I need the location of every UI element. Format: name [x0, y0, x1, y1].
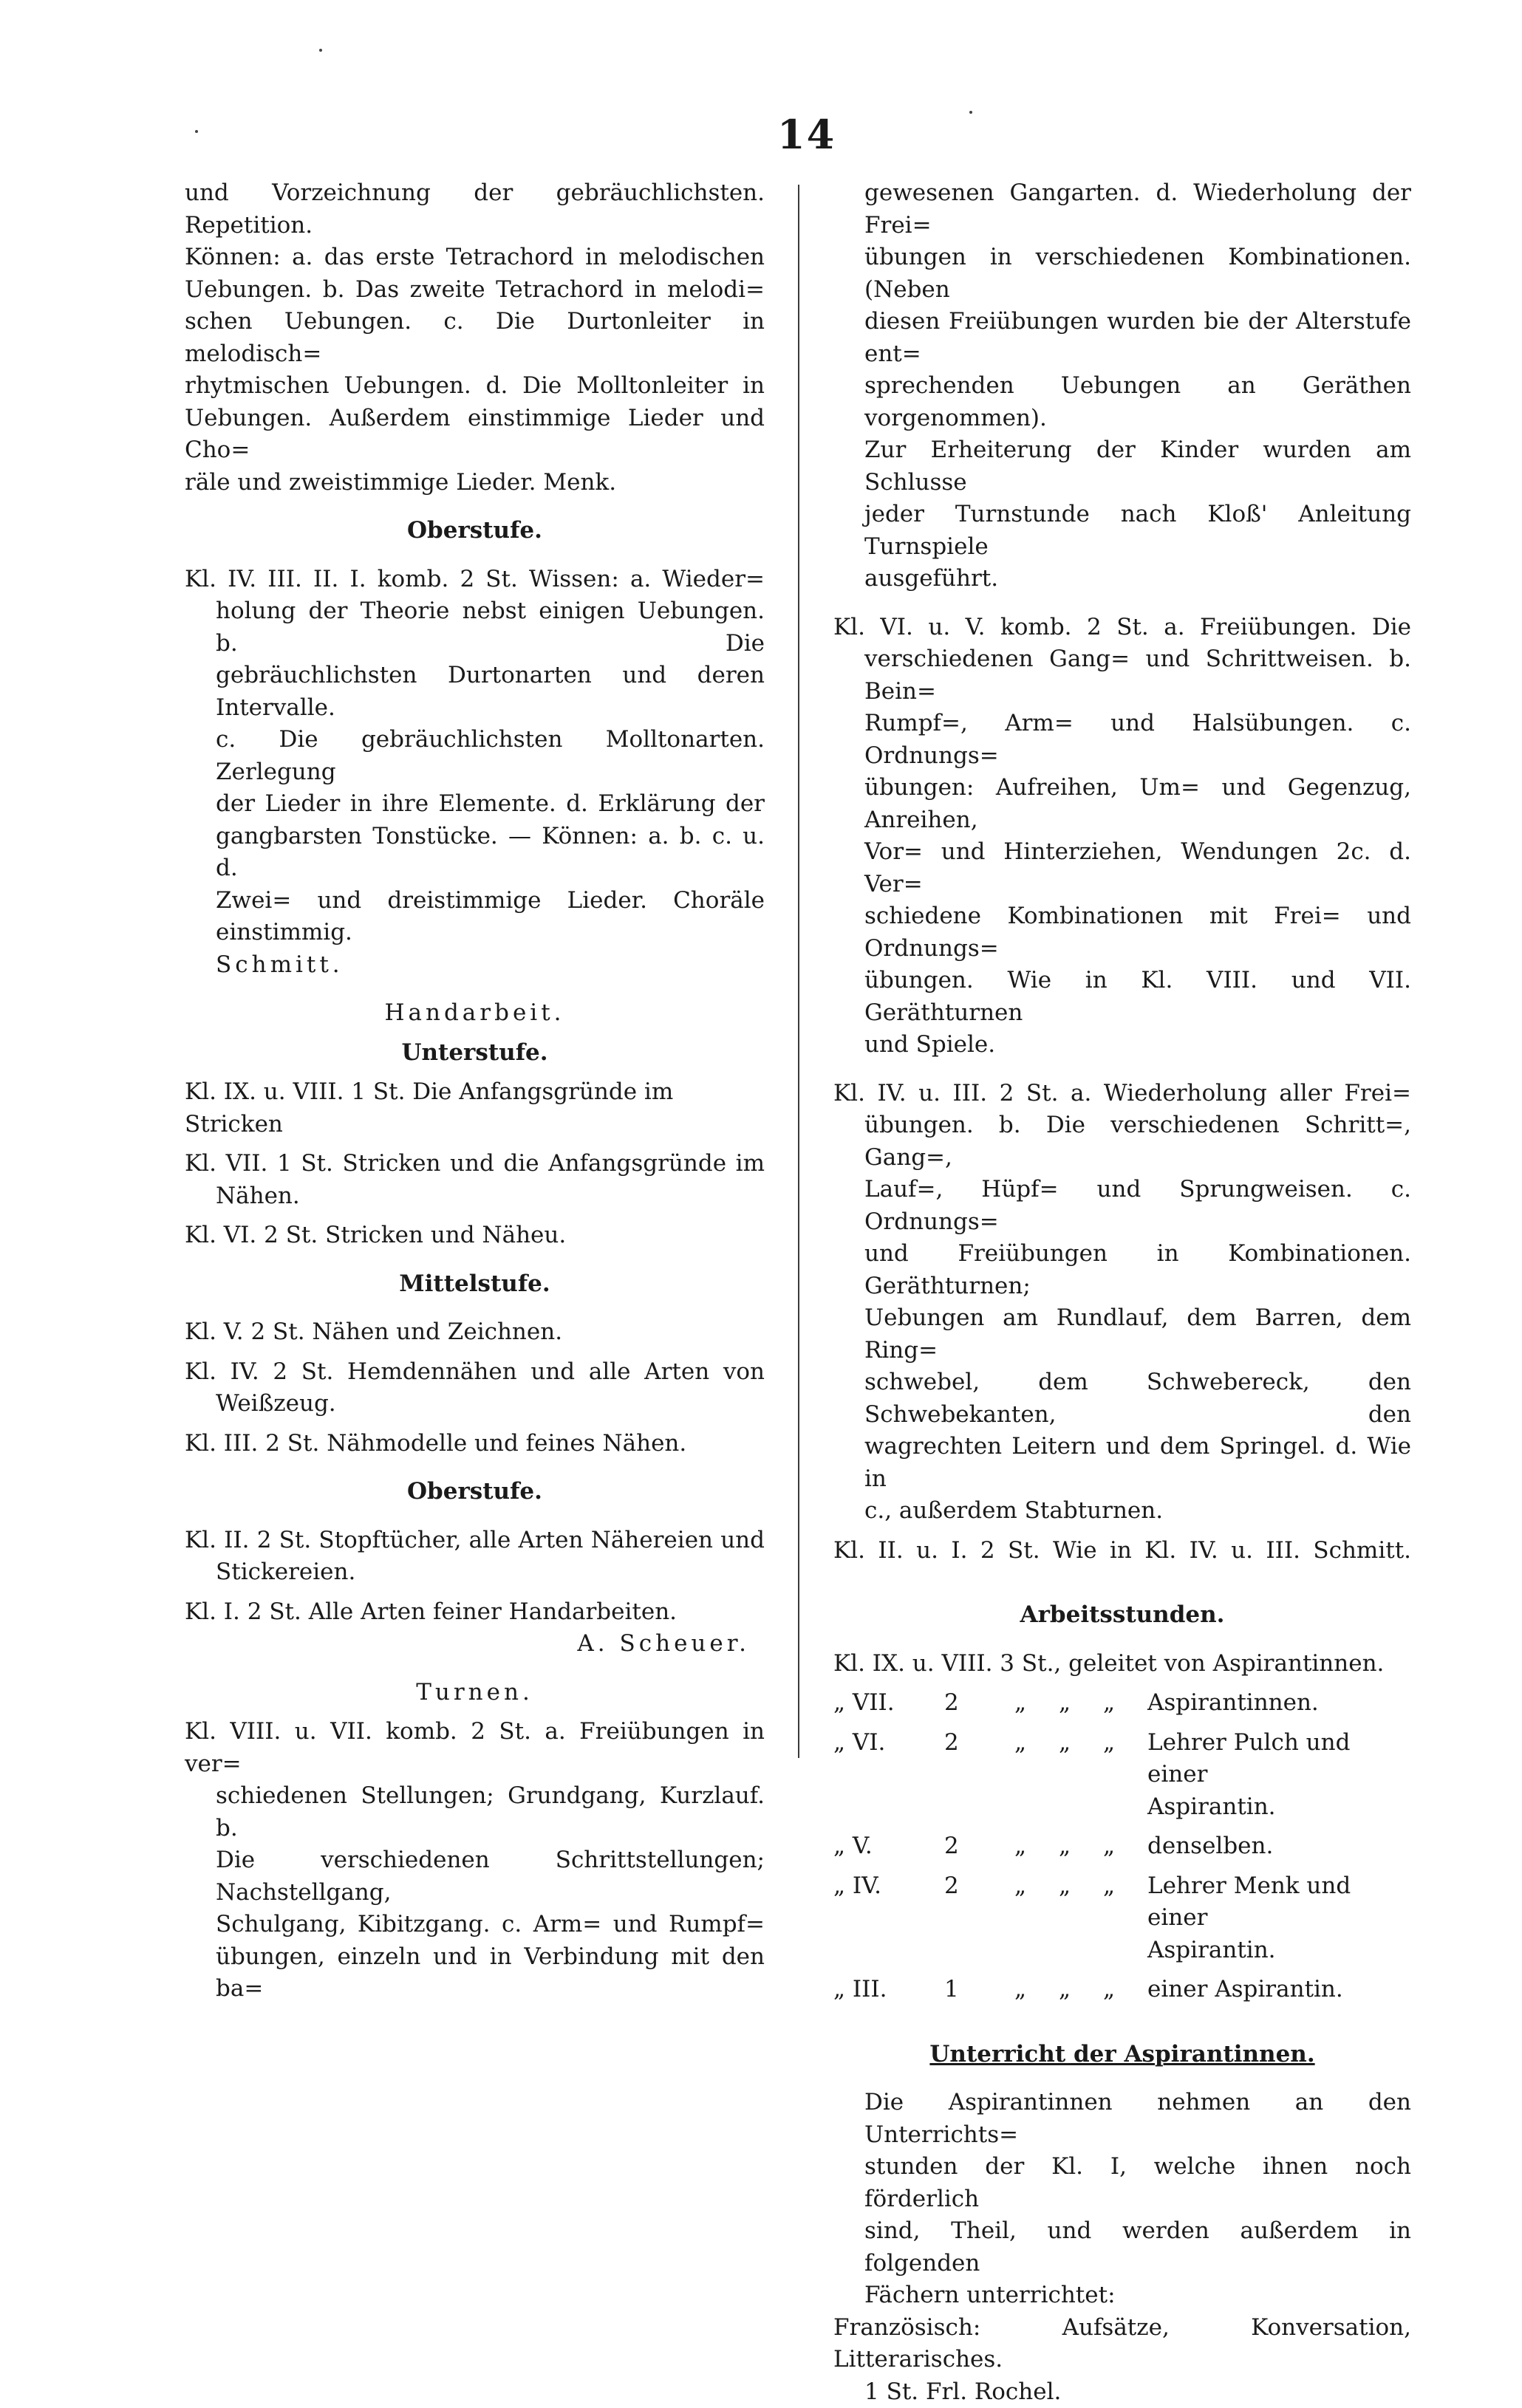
text-line: Kl. VI. u. V. komb. 2 St. a. Freiübungen. Die [833, 612, 1411, 644]
text-line: Kl. IV. u. III. 2 St. a. Wiederholung aller Frei= [833, 1078, 1411, 1110]
text-line: schwebel, dem Schwebereck, den Schwebekanten, den [833, 1367, 1411, 1431]
section-heading: Turnen. [185, 1677, 765, 1709]
table-row [833, 1974, 1411, 2006]
page-number: 14 [777, 111, 836, 158]
ditto-cell: „ [1103, 1870, 1147, 1967]
ditto-cell: „ [1014, 1974, 1059, 2006]
text-line: Weißzeug. [185, 1388, 765, 1420]
text-line: Kl. IX. u. VIII. 1 St. Die Anfangsgründe im Stricken [185, 1076, 765, 1140]
class-cell: „ III. [833, 1974, 944, 2006]
text-line: c., außerdem Stabturnen. [833, 1495, 1411, 1528]
text-line: übungen: Aufreihen, Um= und Gegenzug, Anreihen, [833, 772, 1411, 836]
section-heading: Mittelstufe. [185, 1268, 765, 1301]
text-line: Zur Erheiterung der Kinder wurden am Schlusse [833, 434, 1411, 499]
text-line: Kl. III. 2 St. Nähmodelle und feines Nähen. [185, 1428, 765, 1460]
text-line: Lauf=, Hüpf= und Sprungweisen. c. Ordnungs= [833, 1174, 1411, 1238]
ditto-cell: „ [1059, 1687, 1103, 1720]
ditto-cell: „ [1059, 1727, 1103, 1824]
text-line: Nähen. [185, 1180, 765, 1213]
text-line: Zwei= und dreistimmige Lieder. Choräle einstimmig. [185, 885, 765, 949]
text-line: Kl. VIII. u. VII. komb. 2 St. a. Freiübungen in ver= [185, 1716, 765, 1780]
signature: Schmitt. [185, 949, 765, 982]
class-cell: „ VI. [833, 1727, 944, 1824]
class-cell: „ VII. [833, 1687, 944, 1720]
text-line: Fächern unterrichtet: [833, 2279, 1411, 2312]
text-line: Kl. IV. III. II. I. komb. 2 St. Wissen: a. Wieder= [185, 564, 765, 596]
teacher-text: Lehrer Pulch und einer [1147, 1729, 1350, 1788]
ditto-cell: „ [1059, 1974, 1103, 2006]
text-line: schiedenen Stellungen; Grundgang, Kurzlauf. b. [185, 1780, 765, 1844]
text-line: c. Die gebräuchlichsten Molltonarten. Zerlegung [185, 724, 765, 788]
text-line: Kl. II. 2 St. Stopftücher, alle Arten Nähereien und [185, 1525, 765, 1557]
text-line: der Lieder in ihre Elemente. d. Erklärung der [185, 788, 765, 821]
table-row [833, 1830, 1411, 1863]
text-line: Die verschiedenen Schrittstellungen; Nachstellgang, [185, 1844, 765, 1909]
text-line: verschiedenen Gang= und Schrittweisen. b. Bein= [833, 643, 1411, 708]
text-line: Französisch: Aufsätze, Konversation, Litterarisches. [833, 2312, 1411, 2376]
arbeitsstunden-table [833, 1687, 1411, 2006]
text-line: übungen. Wie in Kl. VIII. und VII. Geräthturnen [833, 965, 1411, 1029]
text-line: diesen Freiübungen wurden bie der Alterstufe ent= [833, 306, 1411, 370]
column-divider [798, 185, 799, 1758]
class-cell: „ V. [833, 1830, 944, 1863]
hours-cell: 2 [944, 1830, 1014, 1863]
text-line: schen Uebungen. c. Die Durtonleiter in melodisch= [185, 306, 765, 370]
ditto-cell: „ [1014, 1687, 1059, 1720]
text-line: Die Aspirantinnen nehmen an den Unterrichts= [833, 2087, 1411, 2151]
teacher-text: Aspirantin. [1147, 1793, 1276, 1820]
text-line: Vor= und Hinterziehen, Wendungen 2c. d. Ver= [833, 836, 1411, 900]
text-line: übungen in verschiedenen Kombinationen. (Neben [833, 242, 1411, 306]
left-column [185, 177, 765, 2005]
text-line: gangbarsten Tonstücke. — Können: a. b. c. u. d. [185, 821, 765, 885]
section-heading: Unterstufe. [185, 1037, 765, 1070]
text-line: Kl. II. u. I. 2 St. Wie in Kl. IV. u. III. Schmitt. [833, 1535, 1411, 1567]
text-line: sind, Theil, und werden außerdem in folgenden [833, 2215, 1411, 2279]
teacher-cell [1147, 1727, 1411, 1824]
hours-cell: 1 [944, 1974, 1014, 2006]
ditto-cell: „ [1059, 1870, 1103, 1967]
text-line: räle und zweistimmige Lieder. Menk. [185, 467, 765, 499]
text-line: Können: a. das erste Tetrachord in melodischen [185, 242, 765, 274]
signature: A. Scheuer. [185, 1628, 765, 1660]
text-line: und Freiübungen in Kombinationen. Geräthturnen; [833, 1238, 1411, 1302]
ditto-cell: „ [1014, 1727, 1059, 1824]
text-line: Schulgang, Kibitzgang. c. Arm= und Rumpf= [185, 1909, 765, 1941]
text-line: gewesenen Gangarten. d. Wiederholung der Frei= [833, 177, 1411, 242]
text-line: und Vorzeichnung der gebräuchlichsten. Repetition. [185, 177, 765, 242]
hours-cell: 2 [944, 1727, 1014, 1824]
hours-cell: 2 [944, 1687, 1014, 1720]
text-line: jeder Turnstunde nach Kloß' Anleitung Turnspiele [833, 499, 1411, 563]
text-line: stunden der Kl. I, welche ihnen noch förderlich [833, 2151, 1411, 2215]
text-line: sprechenden Uebungen an Geräthen vorgenommen). [833, 370, 1411, 434]
section-heading: Oberstufe. [185, 515, 765, 547]
teacher-cell: einer Aspirantin. [1147, 1974, 1411, 2006]
text-line: Kl. VI. 2 St. Stricken und Näheu. [185, 1220, 765, 1252]
teacher-text: Aspirantin. [1147, 1937, 1276, 1963]
text-line: Kl. V. 2 St. Nähen und Zeichnen. [185, 1316, 765, 1349]
text-line: Uebungen. b. Das zweite Tetrachord in melodi= [185, 274, 765, 307]
text-line: ausgeführt. [833, 563, 1411, 595]
class-cell: „ IV. [833, 1870, 944, 1967]
table-row [833, 1687, 1411, 1720]
text-line: gebräuchlichsten Durtonarten und deren Intervalle. [185, 660, 765, 724]
text-line: übungen, einzeln und in Verbindung mit den ba= [185, 1941, 765, 2005]
text-line: holung der Theorie nebst einigen Uebungen. b. Die [185, 595, 765, 660]
text-line: Uebungen am Rundlauf, dem Barren, dem Ring= [833, 1302, 1411, 1367]
ditto-cell: „ [1103, 1687, 1147, 1720]
table-row [833, 1870, 1411, 1967]
text-line: schiedene Kombinationen mit Frei= und Ordnungs= [833, 900, 1411, 965]
hours-cell: 2 [944, 1870, 1014, 1967]
ditto-cell: „ [1103, 1974, 1147, 2006]
text-line: Kl. IX. u. VIII. 3 St., geleitet von Aspirantinnen. [833, 1648, 1411, 1680]
ditto-cell: „ [1014, 1830, 1059, 1863]
text-line: und Spiele. [833, 1029, 1411, 1061]
right-column [833, 177, 1411, 2408]
text-line: Uebungen. Außerdem einstimmige Lieder und Cho= [185, 403, 765, 467]
teacher-cell: Aspirantinnen. [1147, 1687, 1411, 1720]
section-heading: Oberstufe. [185, 1476, 765, 1508]
teacher-cell: denselben. [1147, 1830, 1411, 1863]
text-line: Kl. I. 2 St. Alle Arten feiner Handarbeiten. [185, 1596, 765, 1629]
text-line: rhytmischen Uebungen. d. Die Molltonleiter in [185, 370, 765, 403]
text-line: Rumpf=, Arm= und Halsübungen. c. Ordnungs= [833, 708, 1411, 772]
text-line: Kl. VII. 1 St. Stricken und die Anfangsgründe im [185, 1148, 765, 1180]
text-line: übungen. b. Die verschiedenen Schritt=, Gang=, [833, 1109, 1411, 1174]
text-line: Stickereien. [185, 1556, 765, 1589]
text-line: 1 St. Frl. Rochel. [833, 2376, 1411, 2408]
ditto-cell: „ [1103, 1727, 1147, 1824]
teacher-cell [1147, 1870, 1411, 1967]
section-heading: Unterricht der Aspirantinnen. [833, 2039, 1411, 2071]
ditto-cell: „ [1103, 1830, 1147, 1863]
ditto-cell: „ [1059, 1830, 1103, 1863]
section-heading: Handarbeit. [185, 997, 765, 1030]
teacher-text: Lehrer Menk und einer [1147, 1872, 1351, 1932]
text-line: wagrechten Leitern und dem Springel. d. Wie in [833, 1431, 1411, 1495]
section-heading: Arbeitsstunden. [833, 1599, 1411, 1632]
table-row [833, 1727, 1411, 1824]
ditto-cell: „ [1014, 1870, 1059, 1967]
text-line: Kl. IV. 2 St. Hemdennähen und alle Arten von [185, 1356, 765, 1389]
